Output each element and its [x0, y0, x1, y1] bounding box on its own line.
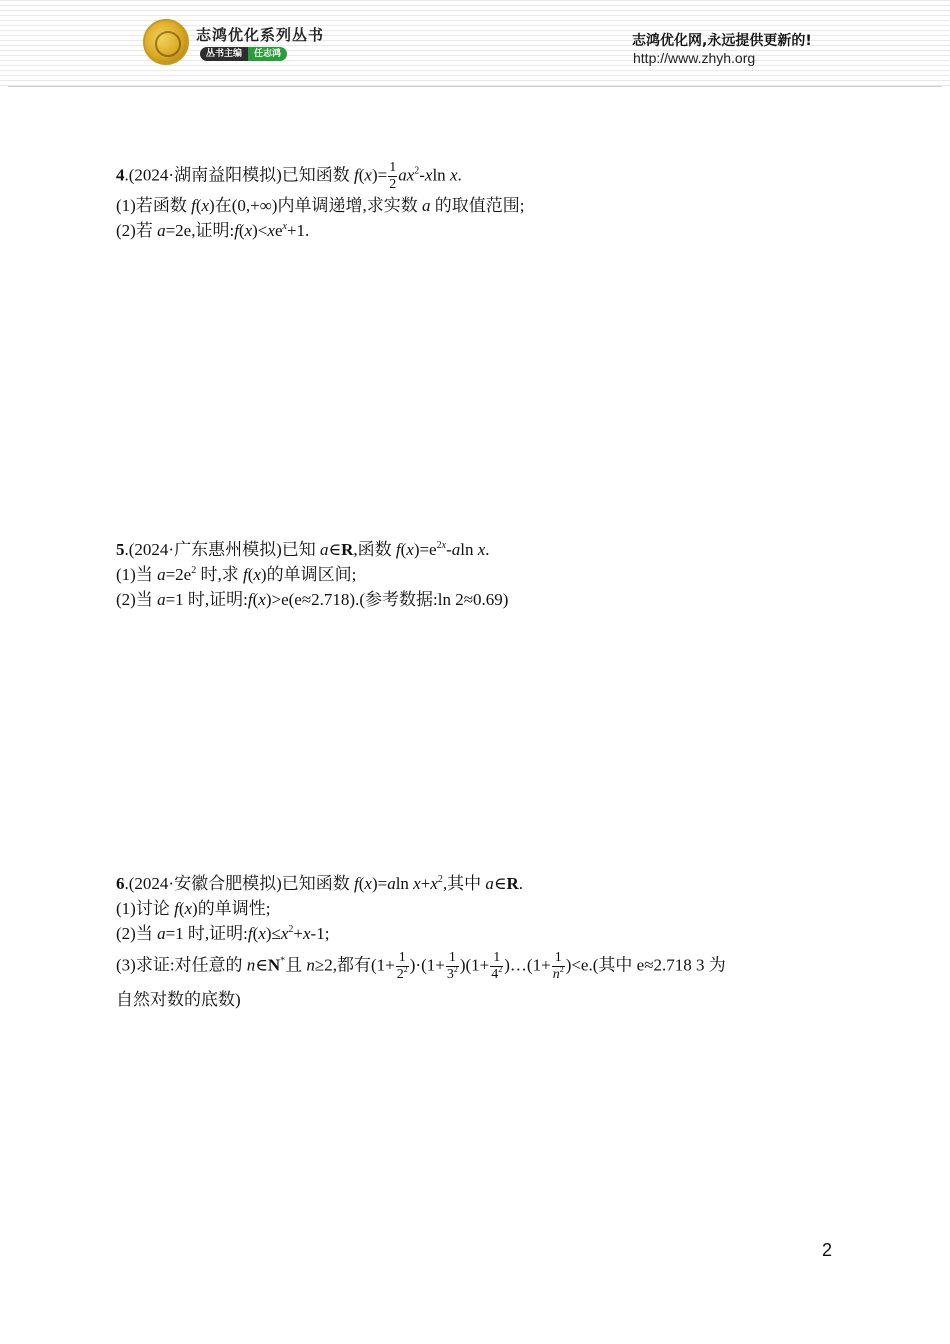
problem-4-part-2: (2)若 a=2e,证明$:f(x)<xe^x+1$.: [116, 221, 310, 240]
problem-6-part-3: (3)求证:对任意的 n∈N*且 n≥2,都有(1+ $\frac{1}{2^2}$ )·(1+ $\frac{1}{3^2}$ )(1+ $\frac{1}{4^2}$ )…(1+ $\frac{1}{n^2}$ )<e.(其中 e≈2.718 3 为: [116, 950, 726, 982]
chief-editor-label: 丛书主编: [200, 47, 248, 61]
chief-editor-name: 任志鸿: [248, 47, 287, 61]
problem-6-part-3-cont: 自然对数的底数): [116, 990, 241, 1009]
problem-number: 4: [116, 165, 125, 185]
site-slogan: 志鸿优化网,永远提供更新的!: [632, 33, 812, 49]
page-number: 2: [822, 1240, 833, 1260]
problem-5: [116, 537, 846, 612]
problem-number: 5: [116, 540, 125, 559]
problem-5-stem: 5.(2024·广东惠州模拟)已知 a∈R,函数 $f(x)=e^{2x}$-aln x.: [116, 540, 490, 559]
site-url-link[interactable]: http://www.zhyh.org: [633, 50, 756, 66]
problem-number: 6: [116, 874, 125, 893]
problem-6: [116, 871, 846, 1012]
brand-title: 志鸿优化系列丛书: [196, 26, 325, 44]
problem-6-part-2: (2)当 a=1 时,证明$:f(x)\le x^2+x-1$;: [116, 924, 330, 943]
fraction-1-over-3sq: $\frac{1}{3^2}$: [446, 950, 458, 982]
header-divider: [8, 86, 942, 87]
problem-4-stem: 4.(2024·湖南益阳模拟)已知函数 f(x)= $\frac{1}{2}$ $ax^2$-xln x.: [116, 160, 462, 192]
fraction-one-half: $\frac{1}{2}$: [389, 160, 397, 192]
problem-4: [116, 160, 846, 243]
page-header: [0, 0, 950, 88]
problem-source: .(2024·安徽合肥模拟)已知函数: [124, 874, 350, 893]
problem-5-part-2: (2)当 a=1 时,证明:f(x)>e(e≈2.718).(参考数据:ln 2≈0.69): [116, 590, 509, 609]
chief-editor-badge: [200, 47, 287, 61]
fraction-1-over-2sq: $\frac{1}{2^2}$: [396, 950, 408, 982]
problem-6-stem: 6.(2024·安徽合肥模拟)已知函数 f(x)=aln $x+x^2$,其中 a∈R.: [116, 874, 523, 893]
fraction-1-over-nsq: $\frac{1}{n^2}$: [552, 950, 564, 982]
problem-4-part-1: (1)若函数 f(x)在(0,+∞)内单调递增,求实数 a 的取值范围;: [116, 196, 525, 215]
problem-5-part-1: (1)当 $a=2e^2$ 时,求 f(x)的单调区间;: [116, 565, 357, 584]
fraction-1-over-4sq: $\frac{1}{4^2}$: [491, 950, 503, 982]
series-logo-icon: [143, 19, 189, 65]
problem-source: .(2024·广东惠州模拟)已知: [124, 540, 316, 559]
problem-6-part-1: (1)讨论 f(x)的单调性;: [116, 899, 271, 918]
problem-source: .(2024·湖南益阳模拟)已知函数: [124, 165, 350, 185]
